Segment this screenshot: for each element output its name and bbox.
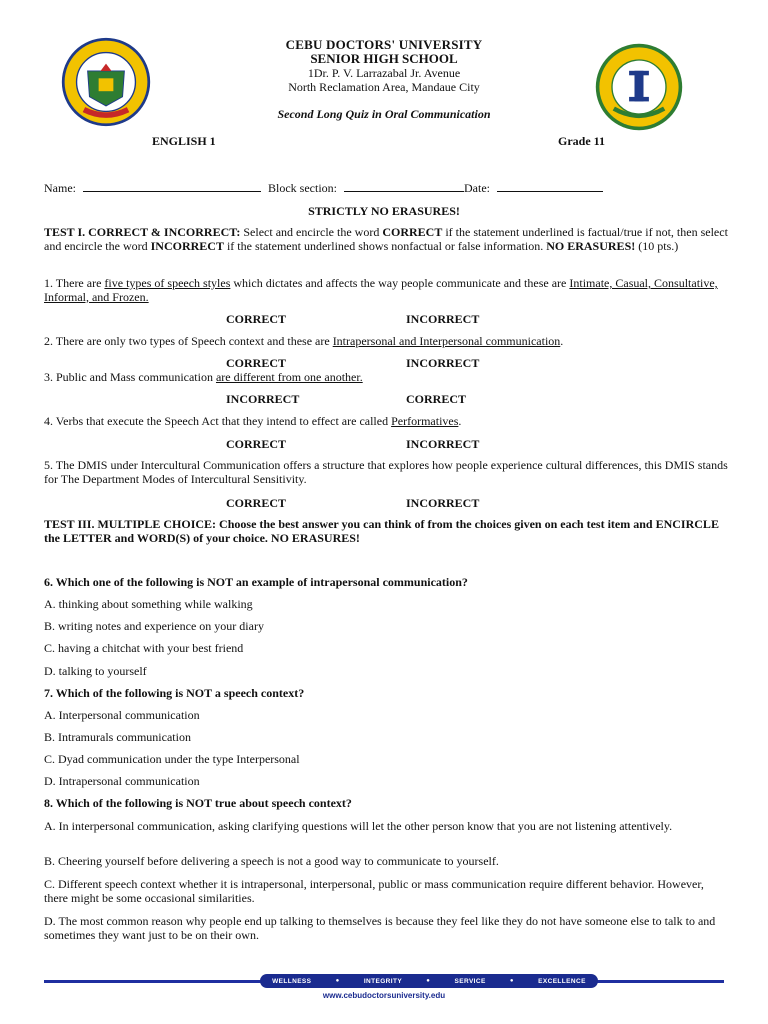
item-2-choice-1[interactable]: CORRECT [226,356,287,370]
item-1-choice-1[interactable]: CORRECT [226,312,287,326]
address-line-2: North Reclamation Area, Mandaue City [288,80,480,94]
test1-item-3 [44,371,728,385]
block-section-field[interactable] [344,180,464,192]
question-6: 6. Which one of the following is NOT an example of intrapersonal communication? [44,575,468,589]
subject-label: ENGLISH 1 [152,134,216,148]
q8-option-a[interactable]: A. In interpersonal communication, asking clarifying questions will let the other person know that you are not listening attentively. [44,819,673,833]
item-2-choice-2[interactable]: INCORRECT [406,356,480,370]
q8-option-b[interactable]: B. Cheering yourself before delivering a speech is not a good way to communicate to yourself. [44,854,499,868]
website-link[interactable]: www.cebudoctorsuniversity.edu [322,991,446,1000]
core-value-service: SERVICE [454,977,486,985]
test1-instr-b: if the statement underlined is factual/true if not, then select and encircle the word [44,225,728,253]
item-underlined-text: are different from one another. [215,370,363,384]
item-3-choice-2[interactable]: CORRECT [406,392,467,406]
test1-item-1 [44,277,728,304]
test1-word-incorrect: INCORRECT [150,238,224,253]
university-name: CEBU DOCTORS' UNIVERSITY [285,37,483,52]
quiz-title: Second Long Quiz in Oral Communication [277,107,491,121]
item-underlined-text: Performatives [391,414,459,428]
q8-option-d[interactable]: D. The most common reason why people end up talking to themselves is because they feel like they do not have someone else to talk to and sometimes they want just to be on their own. [44,914,716,942]
date-label: Date: [464,181,490,195]
item-3-choice-1[interactable]: INCORRECT [226,392,300,406]
test1-instructions [44,226,728,253]
test1-instr-a: Select and encircle the word [240,225,383,239]
grade-label: Grade 11 [558,134,605,148]
item-text: which dictates and affects the way people communicate and these are [230,276,570,290]
q7-option-a[interactable]: A. Interpersonal communication [44,708,200,722]
item-text: 4. Verbs that execute the Speech Act that they intend to effect are called [44,414,392,428]
item-text: . [560,334,564,348]
test1-heading: TEST I. CORRECT & INCORRECT: [44,225,241,239]
test1-instr-c: if the statement underlined shows nonfactual or false information. [223,238,547,253]
question-8: 8. Which of the following is NOT true about speech context? [44,796,352,810]
test1-item-4 [44,415,728,429]
bullet-icon: ● [335,978,340,984]
core-value-wellness: WELLNESS [272,977,312,985]
test1-points: (10 pts.) [635,238,679,253]
question-7: 7. Which of the following is NOT a speech context? [44,686,305,700]
student-info-row [44,180,734,196]
item-underlined-text: Intimate, Casual, Consultative, Informal, and Frozen. [44,276,718,304]
q6-option-d[interactable]: D. talking to yourself [44,664,147,678]
q7-option-b[interactable]: B. Intramurals communication [44,730,191,744]
core-values-bar [260,974,598,988]
item-text: . [458,414,462,428]
item-text: 1. There are [44,276,105,290]
block-section-label: Block section: [268,181,337,195]
core-value-integrity: INTEGRITY [363,977,403,985]
q8-option-c[interactable]: C. Different speech context whether it is intrapersonal, interpersonal, public or mass communication require different behavior. However, there might be some occasional similarities. [44,877,704,905]
item-4-choice-2[interactable]: INCORRECT [406,437,480,451]
item-text: 3. Public and Mass communication [44,370,216,384]
item-underlined-text: Intrapersonal and Interpersonal communication [332,334,561,348]
core-value-excellence: EXCELLENCE [538,977,586,985]
item-4-choice-1[interactable]: CORRECT [226,437,287,451]
item-1-choice-2[interactable]: INCORRECT [406,312,480,326]
no-erasures-banner: STRICTLY NO ERASURES! [308,204,460,218]
item-text: 2. There are only two types of Speech context and these are [44,334,333,348]
item-5-choice-1[interactable]: CORRECT [226,496,287,510]
q6-option-a[interactable]: A. thinking about something while walking [44,597,253,611]
item-underlined-text: five types of speech styles [104,276,231,290]
date-field[interactable] [497,180,603,192]
bullet-icon: ● [426,978,431,984]
q7-option-c[interactable]: C. Dyad communication under the type Interpersonal [44,752,300,766]
item-5-choice-2[interactable]: INCORRECT [406,496,480,510]
q6-option-b[interactable]: B. writing notes and experience on your diary [44,619,264,633]
name-field[interactable] [83,180,261,192]
test1-item-2 [44,335,728,349]
name-label: Name: [44,181,76,195]
bullet-icon: ● [509,978,514,984]
q6-option-c[interactable]: C. having a chitchat with your best friend [44,641,244,655]
test1-item-5: 5. The DMIS under Intercultural Communication offers a structure that explores how people experience cultural differences, this DMIS stands for The Department Modes of Intercultural Sensitivity. [44,458,728,486]
test1-no-erasures: NO ERASURES! [546,238,636,253]
q7-option-d[interactable]: D. Intrapersonal communication [44,774,200,788]
school-name: SENIOR HIGH SCHOOL [310,51,458,66]
test3-instructions: TEST III. MULTIPLE CHOICE: Choose the best answer you can think of from the choices given on each test item and ENCIRCLE the LETTER and WORD(S) of your choice. NO ERASURES! [44,517,719,545]
address-line-1: 1Dr. P. V. Larrazabal Jr. Avenue [307,66,461,80]
test1-word-correct: CORRECT [382,225,443,239]
